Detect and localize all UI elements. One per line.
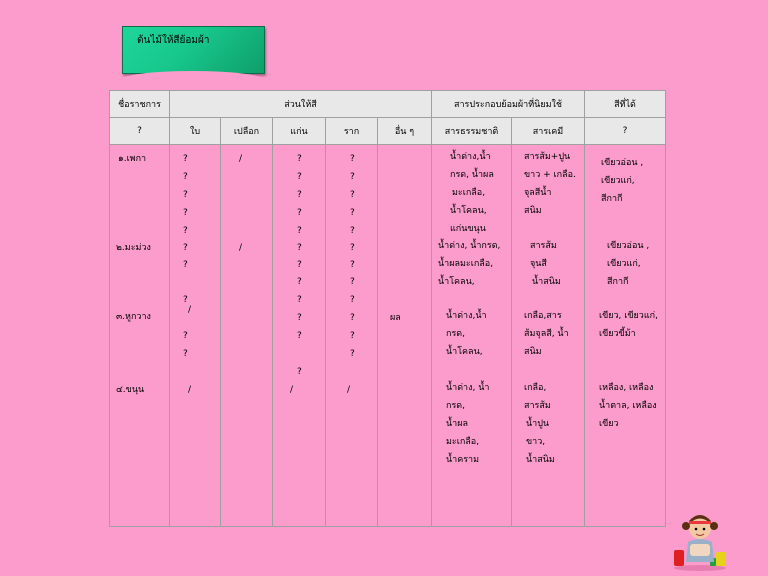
chemical-text: น้ำสนิม xyxy=(526,455,555,465)
leaf-mark: ? xyxy=(183,190,188,200)
header-natural: สารธรรมชาติ xyxy=(432,118,512,145)
header-leaf: ใบ xyxy=(170,118,221,145)
bark-mark: / xyxy=(239,243,243,253)
natural-text: มะเกลือ, xyxy=(452,188,486,198)
plant-name: ๓.หูกวาง xyxy=(116,312,151,322)
natural-text: กรด, xyxy=(446,401,465,411)
leaf-mark: / xyxy=(188,305,192,315)
color-text: เขียว xyxy=(599,419,619,429)
body-row xyxy=(110,145,666,527)
header-q1: ? xyxy=(110,118,170,145)
natural-text: น้ำด่าง, น้ำ xyxy=(446,383,490,393)
core-mark: ? xyxy=(297,295,302,305)
natural-text: มะเกลือ, xyxy=(446,437,480,447)
core-mark: ? xyxy=(297,243,302,253)
root-mark: ? xyxy=(350,313,355,323)
header-row-1 xyxy=(110,91,666,118)
natural-text: แก่นขนุน xyxy=(450,224,486,234)
natural-text: น้ำโคลน, xyxy=(446,347,483,357)
color-text: เขียวแก่, xyxy=(601,176,635,186)
col-names xyxy=(110,145,170,527)
core-mark: ? xyxy=(297,331,302,341)
root-mark: ? xyxy=(350,172,355,182)
root-mark: ? xyxy=(350,331,355,341)
core-mark: / xyxy=(290,385,294,395)
leaf-mark: ? xyxy=(183,295,188,305)
leaf-mark: ? xyxy=(183,260,188,270)
dye-plant-table xyxy=(109,90,666,527)
root-mark: ? xyxy=(350,260,355,270)
chemical-text: สารส้ม xyxy=(530,241,557,251)
header-color-parts: ส่วนให้สี xyxy=(170,91,432,118)
natural-text: น้ำโคลน, xyxy=(450,206,487,216)
chemical-text: ขาว, xyxy=(526,437,546,447)
root-mark: ? xyxy=(350,190,355,200)
leaf-mark: ? xyxy=(183,331,188,341)
root-mark: ? xyxy=(350,243,355,253)
header-bark: เปลือก xyxy=(221,118,273,145)
chemical-text: สารส้ม+ปูน xyxy=(524,152,571,162)
root-mark: ? xyxy=(350,295,355,305)
root-mark: ? xyxy=(350,226,355,236)
chemical-text: สารส้ม xyxy=(524,401,551,411)
core-mark: ? xyxy=(297,154,302,164)
color-text: สีกากี xyxy=(607,277,629,287)
leaf-mark: ? xyxy=(183,349,188,359)
col-chemical xyxy=(512,145,585,527)
header-name: ชื่อราชการ xyxy=(110,91,170,118)
leaf-mark: / xyxy=(188,385,192,395)
root-mark: ? xyxy=(350,277,355,287)
col-colors xyxy=(585,145,666,527)
leaf-mark: ? xyxy=(183,208,188,218)
leaf-mark: ? xyxy=(183,243,188,253)
natural-text: น้ำคราม xyxy=(446,455,480,465)
bark-mark: / xyxy=(239,154,243,164)
chemical-text: จุนสี xyxy=(530,259,547,269)
core-mark: ? xyxy=(297,367,302,377)
header-core: แก่น xyxy=(273,118,326,145)
chemical-text: จุลสีน้ำ xyxy=(524,188,552,198)
chemical-text: สนิม xyxy=(524,347,542,357)
chemical-text: สนิม xyxy=(524,206,542,216)
chemical-text: ส้มจุลสี, น้ำ xyxy=(524,329,569,339)
header-row-2 xyxy=(110,118,666,145)
plant-name: ๔.ขนุน xyxy=(116,385,145,395)
other-part: ผล xyxy=(390,313,401,323)
header-chemical: สารเคมี xyxy=(512,118,585,145)
leaf-mark: ? xyxy=(183,154,188,164)
root-mark: / xyxy=(347,385,351,395)
core-mark: ? xyxy=(297,172,302,182)
plant-name: ๑.เพกา xyxy=(118,154,147,164)
core-mark: ? xyxy=(297,313,302,323)
header-color-result: สีที่ได้ xyxy=(585,91,666,118)
col-leaf xyxy=(170,145,221,527)
root-mark: ? xyxy=(350,208,355,218)
color-text: น้ำตาล, เหลือง xyxy=(599,401,657,411)
chemical-text: ขาว + เกลือ. xyxy=(524,170,576,180)
natural-text: กรด, น้ำผล xyxy=(450,170,494,180)
chemical-text: เกลือ, xyxy=(524,383,547,393)
header-mordant: สารประกอบย้อมผ้าที่นิยมใช้ xyxy=(432,91,585,118)
color-text: เขียวขี้ม้า xyxy=(599,329,636,339)
color-text: เหลือง, เหลือง xyxy=(599,383,654,393)
natural-text: น้ำผล xyxy=(446,419,468,429)
natural-text: น้ำด่าง, น้ำกรด, xyxy=(438,241,501,251)
core-mark: ? xyxy=(297,208,302,218)
col-bark xyxy=(221,145,273,527)
natural-text: น้ำด่าง,น้ำ xyxy=(446,311,487,321)
core-mark: ? xyxy=(297,190,302,200)
plant-name: ๒.มะม่วง xyxy=(116,243,151,253)
header-other: อื่น ๆ xyxy=(378,118,432,145)
title-banner xyxy=(122,26,265,74)
core-mark: ? xyxy=(297,226,302,236)
chemical-text: น้ำปูน xyxy=(526,419,550,429)
color-text: เขียวแก่, xyxy=(607,259,641,269)
col-other xyxy=(378,145,432,527)
natural-text: น้ำผลมะเกลือ, xyxy=(438,259,494,269)
color-text: เขียวอ่อน , xyxy=(607,241,650,251)
core-mark: ? xyxy=(297,277,302,287)
page-title: ต้นไม้ให้สีย้อมผ้า xyxy=(137,35,210,46)
chemical-text: น้ำสนิม xyxy=(532,277,561,287)
natural-text: กรด, xyxy=(446,329,465,339)
color-text: สีกากี xyxy=(601,194,623,204)
root-mark: ? xyxy=(350,154,355,164)
girl-painting-clipart xyxy=(670,510,730,572)
chemical-text: เกลือ,สาร xyxy=(524,311,562,321)
header-root: ราก xyxy=(326,118,378,145)
root-mark: ? xyxy=(350,349,355,359)
color-text: เขียวอ่อน , xyxy=(601,158,644,168)
core-mark: ? xyxy=(297,260,302,270)
leaf-mark: ? xyxy=(183,226,188,236)
leaf-mark: ? xyxy=(183,172,188,182)
col-core xyxy=(273,145,326,527)
natural-text: น้ำโคลน, xyxy=(438,277,475,287)
col-root xyxy=(326,145,378,527)
color-text: เขียว, เขียวแก่, xyxy=(599,311,658,321)
header-q2: ? xyxy=(585,118,666,145)
col-natural xyxy=(432,145,512,527)
natural-text: น้ำด่าง,น้ำ xyxy=(450,152,491,162)
